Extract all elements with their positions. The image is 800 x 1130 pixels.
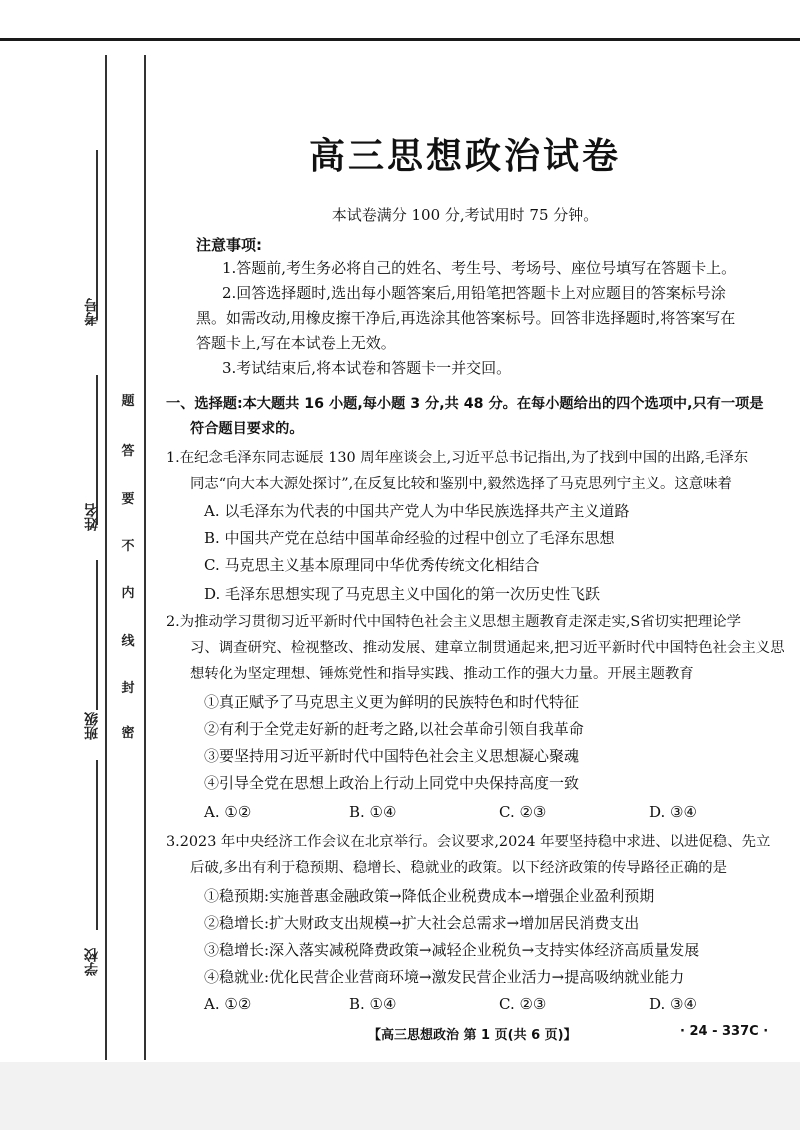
question-1-stem: 1.在纪念毛泽东同志诞辰 130 周年座谈会上,习近平总书记指出,为了找到中国的出路,毛泽东 — [166, 450, 749, 466]
page-title: 高三思想政治试卷 — [308, 136, 621, 177]
question-2-stem: 习、调查研究、检视整改、推动发展、建章立制贯通起来,把习近平新时代中国特色社会主义思 — [190, 640, 785, 656]
question-2-choice-b[interactable]: B. ①④ — [349, 803, 397, 821]
seal-char: 要 — [121, 492, 135, 507]
notice-heading: 注意事项: — [196, 236, 262, 254]
question-1-stem: 同志“向大本大源处探讨”,在反复比较和鉴别中,毅然选择了马克思列宁主义。这意味着 — [190, 476, 732, 492]
class-label: 班级 — [84, 712, 100, 740]
question-2-choice-c[interactable]: C. ②③ — [499, 803, 547, 821]
question-2-choice-d[interactable]: D. ③④ — [649, 803, 697, 821]
question-2-stem: 2.为推动学习贯彻习近平新时代中国特色社会主义思想主题教育走深走实,S省切实把理论学 — [166, 614, 742, 630]
seal-char: 不 — [121, 539, 135, 554]
question-3-choice-a[interactable]: A. ①② — [204, 995, 252, 1013]
question-3-stem: 后破,多出有利于稳预期、稳增长、稳就业的政策。以下经济政策的传导路径正确的是 — [190, 860, 728, 876]
exam-info: 本试卷满分 100 分,考试用时 75 分钟。 — [331, 206, 599, 224]
section-heading: 符合题目要求的。 — [190, 421, 304, 437]
seal-char: 封 — [121, 681, 135, 696]
binding-line-inner — [144, 55, 146, 1060]
question-3-item: ③稳增长:深入落实减税降费政策→减轻企业税负→支持实体经济高质量发展 — [204, 941, 700, 959]
notice-line: 答题卡上,写在本试卷上无效。 — [196, 334, 396, 352]
school-label: 学校 — [84, 948, 100, 976]
question-1-option-c[interactable]: C. 马克思主义基本原理同中华优秀传统文化相结合 — [204, 556, 540, 574]
class-fill-line — [96, 560, 98, 710]
seal-char: 题 — [121, 394, 135, 409]
question-3-item: ①稳预期:实施普惠金融政策→降低企业税费成本→增强企业盈利预期 — [204, 887, 655, 905]
seal-char: 密 — [121, 726, 135, 741]
question-2-choice-a[interactable]: A. ①② — [204, 803, 252, 821]
question-3-stem: 3.2023 年中央经济工作会议在北京举行。会议要求,2024 年要坚持稳中求进、以进促稳、先立 — [166, 834, 771, 850]
question-3-choice-d[interactable]: D. ③④ — [649, 995, 697, 1013]
exam-number-fill-line — [96, 150, 98, 320]
question-2-item: ①真正赋予了马克思主义更为鲜明的民族特色和时代特征 — [204, 693, 580, 711]
section-heading: 一、选择题:本大题共 16 小题,每小题 3 分,共 48 分。在每小题给出的四个选项中,只有一项是 — [166, 396, 764, 412]
notice-line: 2.回答选择题时,选出每小题答案后,用铅笔把答题卡上对应题目的答案标号涂 — [222, 284, 726, 302]
question-2-stem: 想转化为坚定理想、锤炼党性和指导实践、推动工作的强大力量。开展主题教育 — [190, 666, 694, 682]
question-2-item: ④引导全党在思想上政治上行动上同党中央保持高度一致 — [204, 774, 580, 792]
seal-char: 答 — [121, 444, 135, 459]
question-3-item: ②稳增长:扩大财政支出规模→扩大社会总需求→增加居民消费支出 — [204, 914, 640, 932]
page-bottom-area — [0, 1062, 800, 1130]
question-1-option-d[interactable]: D. 毛泽东思想实现了马克思主义中国化的第一次历史性飞跃 — [204, 585, 601, 603]
seal-char: 线 — [121, 634, 135, 649]
question-2-item: ②有利于全党走好新的赶考之路,以社会革命引领自我革命 — [204, 720, 584, 738]
name-label: 姓名 — [84, 503, 100, 531]
question-1-option-b[interactable]: B. 中国共产党在总结中国革命经验的过程中创立了毛泽东思想 — [204, 529, 615, 547]
question-3-choice-c[interactable]: C. ②③ — [499, 995, 547, 1013]
question-3-choice-b[interactable]: B. ①④ — [349, 995, 397, 1013]
notice-line: 1.答题前,考生务必将自己的姓名、考生号、考场号、座位号填写在答题卡上。 — [222, 259, 737, 277]
notice-line: 黑。如需改动,用橡皮擦干净后,再选涂其他答案标号。回答非选择题时,将答案写在 — [196, 309, 736, 327]
exam-number-label: 考号 — [84, 298, 100, 326]
paper-code: · 24 - 337C · — [680, 1024, 769, 1039]
question-2-item: ③要坚持用习近平新时代中国特色社会主义思想凝心聚魂 — [204, 747, 580, 765]
seal-char: 内 — [121, 586, 135, 601]
binding-line-outer — [105, 55, 107, 1060]
page-footer: 【高三思想政治 第 1 页(共 6 页)】 — [368, 1028, 577, 1043]
school-fill-line — [96, 760, 98, 930]
notice-line: 3.考试结束后,将本试卷和答题卡一并交回。 — [222, 359, 512, 377]
question-1-option-a[interactable]: A. 以毛泽东为代表的中国共产党人为中华民族选择共产主义道路 — [204, 502, 630, 520]
question-3-item: ④稳就业:优化民营企业营商环境→激发民营企业活力→提高吸纳就业能力 — [204, 968, 685, 986]
top-border — [0, 38, 800, 41]
